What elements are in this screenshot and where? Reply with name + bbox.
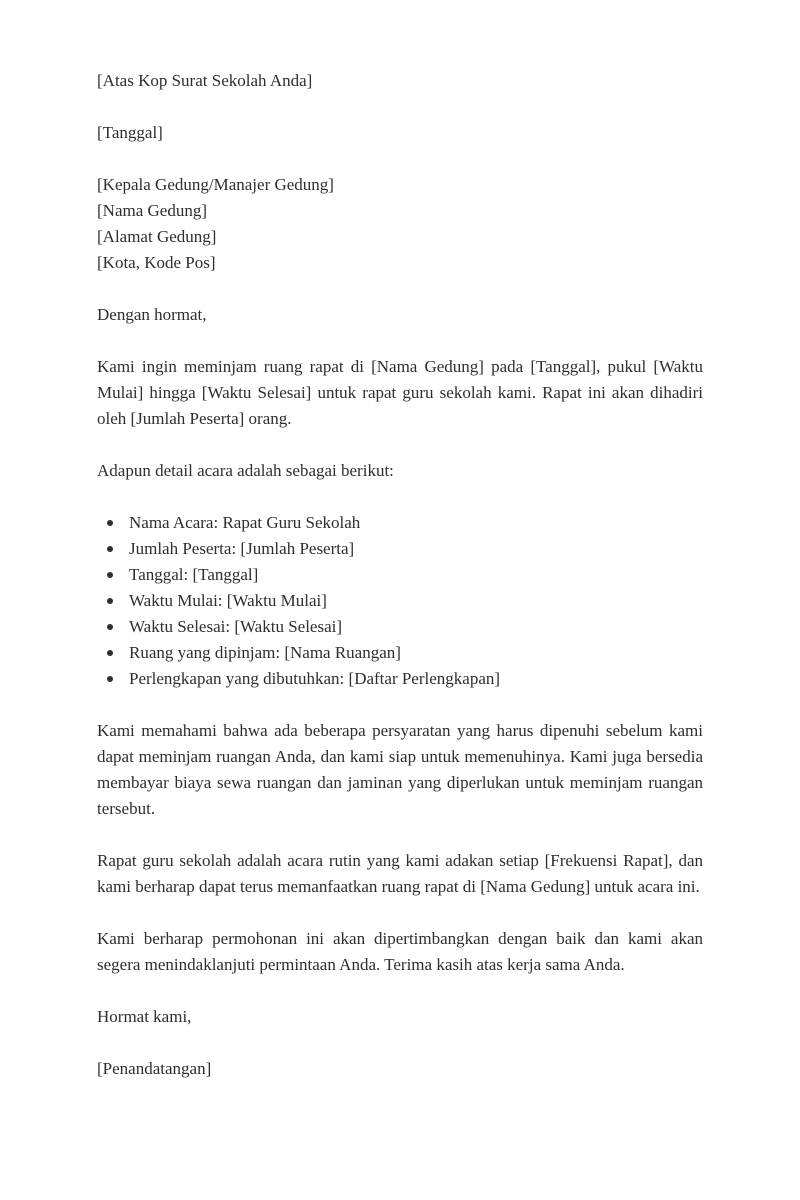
letter-date: [Tanggal]: [97, 123, 163, 142]
list-item-text: Waktu Selesai: [Waktu Selesai]: [129, 617, 343, 636]
recipient-building: [Nama Gedung]: [97, 201, 207, 220]
salutation: Dengan hormat,: [97, 305, 207, 324]
list-item: [129, 510, 703, 536]
list-item-text: Perlengkapan yang dibutuhkan: [Daftar Perlengkapan]: [129, 669, 501, 688]
list-item: [129, 666, 703, 692]
list-item-text: Tanggal: [Tanggal]: [129, 565, 259, 584]
list-item: [129, 614, 703, 640]
list-item-text: Nama Acara: Rapat Guru Sekolah: [129, 513, 361, 532]
list-item: [129, 562, 703, 588]
signature: [Penandatangan]: [97, 1059, 212, 1078]
letterhead: [Atas Kop Surat Sekolah Anda]: [97, 71, 313, 90]
list-item-text: Jumlah Peserta: [Jumlah Peserta]: [129, 539, 355, 558]
bullet-icon: [107, 546, 113, 552]
recipient-block: [97, 172, 703, 276]
details-list: [97, 510, 703, 692]
recipient-title: [Kepala Gedung/Manajer Gedung]: [97, 175, 334, 194]
bullet-icon: [107, 520, 113, 526]
bullet-icon: [107, 572, 113, 578]
list-item-text: Waktu Mulai: [Waktu Mulai]: [129, 591, 327, 610]
paragraph-requirements: Kami memahami bahwa ada beberapa persyaratan yang harus dipenuhi sebelum kami dapat meminjam ruangan Anda, dan kami siap untuk memenuhinya. Kami juga bersedia membayar biaya sewa ruangan dan jaminan yang diperlukan untuk meminjam ruangan tersebut.: [97, 721, 703, 818]
list-item: [129, 536, 703, 562]
paragraph-closing: Kami berharap permohonan ini akan dipertimbangkan dengan baik dan kami akan segera menindaklanjuti permintaan Anda. Terima kasih atas kerja sama Anda.: [97, 929, 703, 974]
paragraph-routine: Rapat guru sekolah adalah acara rutin yang kami adakan setiap [Frekuensi Rapat], dan kami berharap dapat terus memanfaatkan ruang rapat di [Nama Gedung] untuk acara ini.: [97, 851, 703, 896]
list-item: [129, 640, 703, 666]
bullet-icon: [107, 624, 113, 630]
closing: Hormat kami,: [97, 1007, 192, 1026]
letter-document: [97, 68, 703, 1082]
recipient-city: [Kota, Kode Pos]: [97, 253, 216, 272]
list-item: [129, 588, 703, 614]
recipient-address: [Alamat Gedung]: [97, 227, 217, 246]
bullet-icon: [107, 598, 113, 604]
bullet-icon: [107, 676, 113, 682]
bullet-icon: [107, 650, 113, 656]
list-item-text: Ruang yang dipinjam: [Nama Ruangan]: [129, 643, 401, 662]
details-intro: Adapun detail acara adalah sebagai berikut:: [97, 461, 394, 480]
paragraph-request: Kami ingin meminjam ruang rapat di [Nama Gedung] pada [Tanggal], pukul [Waktu Mulai] hingga [Waktu Selesai] untuk rapat guru sekolah kami. Rapat ini akan dihadiri oleh [Jumlah Peserta] orang.: [97, 357, 703, 428]
